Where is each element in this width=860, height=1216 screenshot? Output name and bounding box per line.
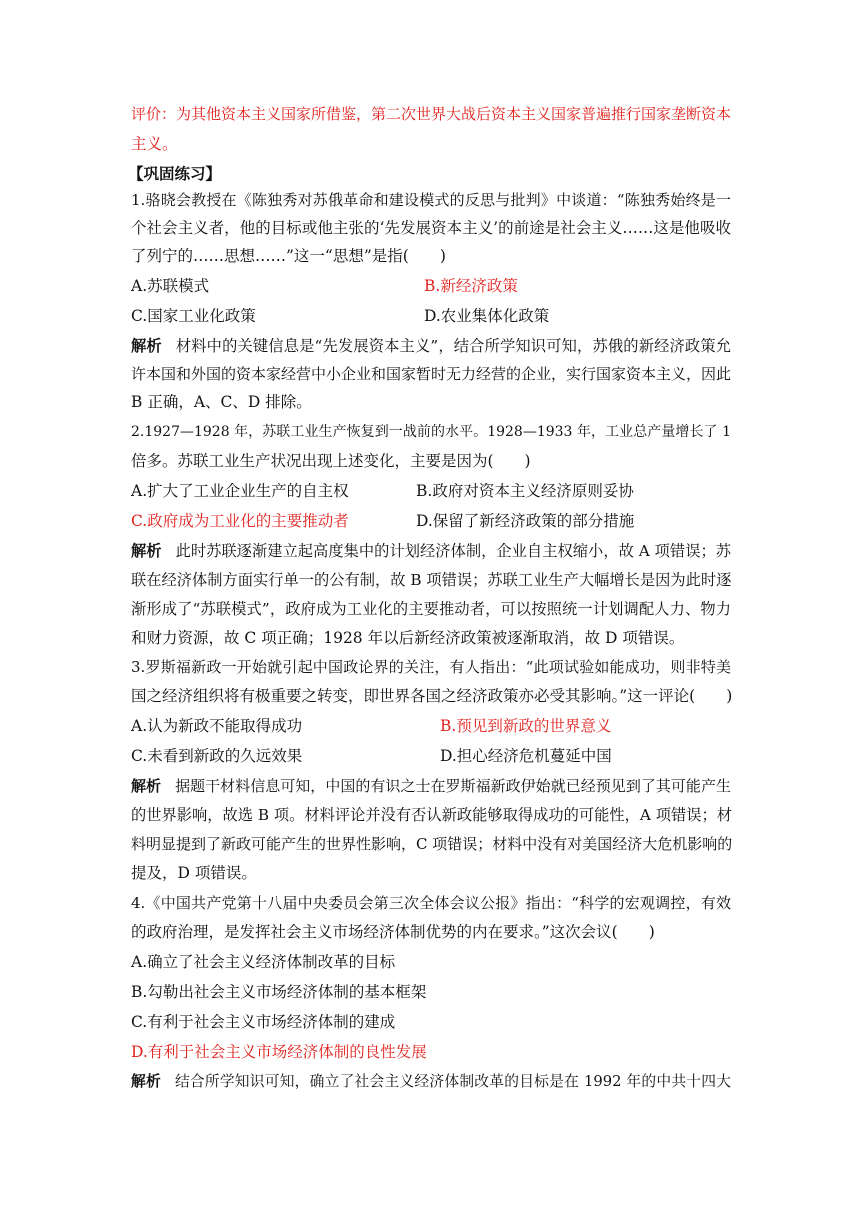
- q3-analysis-line-4: 提及，D 项错误。: [131, 864, 257, 882]
- q2-analysis-line-3: 渐形成了“苏联模式”，政府成为工业化的主要推动者，可以按照统一计划调配人力、物力: [131, 600, 731, 618]
- q1-analysis-text-1: 材料中的关键信息是“先发展资本主义”，结合所学知识可知，苏俄的新经济政策允: [175, 337, 732, 355]
- q3-option-a: A.认为新政不能取得成功: [131, 717, 303, 735]
- q1-analysis-line-3: B 正确，A、C、D 排除。: [131, 393, 312, 411]
- q2-analysis-label: 解析: [131, 542, 162, 560]
- q4-analysis-label: 解析: [131, 1073, 161, 1090]
- q1-option-b-answer: B.新经济政策: [424, 277, 518, 295]
- q4-option-b: B.勾勒出社会主义市场经济体制的基本框架: [131, 983, 427, 1001]
- q2-option-c-answer: C.政府成为工业化的主要推动者: [131, 512, 349, 530]
- q4-option-c: C.有利于社会主义市场经济体制的建成: [131, 1013, 396, 1031]
- q3-analysis-text-1: 据题干材料信息可知，中国的有识之士在罗斯福新政伊始就已经预见到了其可能产生: [175, 777, 731, 795]
- q2-stem-line-1: 2.1927—1928 年，苏联工业生产恢复到一战前的水平。1928—1933 年，工业总产量增长了 1: [131, 424, 731, 440]
- q4-analysis-text-1: 结合所学知识可知，确立了社会主义经济体制改革的目标是在 1992 年的中共十四大: [174, 1073, 731, 1090]
- q1-option-a: A.苏联模式: [131, 277, 210, 295]
- q1-option-d: D.农业集体化政策: [424, 307, 550, 325]
- q3-stem-line-1: 3.罗斯福新政一开始就引起中国政论界的关注，有人指出：“此项试验如能成功，则非特美: [131, 658, 731, 676]
- q4-stem-line-1: 4.《中国共产党第十八届中央委员会第三次全体会议公报》指出：“科学的宏观调控，有效: [131, 894, 731, 912]
- q3-analysis-line-3: 料明显提到了新政可能产生的世界性影响，C 项错误；材料中没有对美国经济大危机影响的: [131, 835, 733, 853]
- q2-analysis-line-4: 和财力资源，故 C 项正确；1928 年以后新经济政策被逐渐取消，故 D 项错误。: [131, 629, 685, 647]
- q4-analysis-line-1: [131, 1072, 731, 1092]
- q4-stem-line-2: 的政府治理，是发挥社会主义市场经济体制优势的内在要求。”这次会议( ): [131, 923, 655, 941]
- q1-stem-line-2: 个社会主义者，他的目标或他主张的‘先发展资本主义’的前途是社会主义……这是他吸收: [131, 219, 731, 237]
- q2-option-a: A.扩大了工业企业生产的自主权: [131, 482, 349, 500]
- q1-analysis-line-2: 许本国和外国的资本家经营中小企业和国家暂时无力经营的企业，实行国家资本主义，因此: [131, 365, 732, 383]
- q2-stem-line-2: 倍多。苏联工业生产状况出现上述变化，主要是因为( ): [131, 452, 531, 470]
- q2-analysis-line-2: 联在经济体制方面实行单一的公有制，故 B 项错误；苏联工业生产大幅增长是因为此时逐: [131, 571, 732, 589]
- q2-option-b: B.政府对资本主义经济原则妥协: [416, 482, 634, 500]
- q2-analysis-line-1: [131, 541, 731, 561]
- q1-analysis-line-1: [131, 336, 731, 356]
- q4-option-d-answer: D.有利于社会主义市场经济体制的良性发展: [131, 1043, 427, 1061]
- q3-analysis-label: 解析: [131, 777, 162, 795]
- q1-analysis-label: 解析: [131, 337, 162, 355]
- q1-stem-line-3: 了列宁的……思想……”这一“思想”是指( ): [131, 247, 446, 265]
- q1-option-c: C.国家工业化政策: [131, 307, 256, 325]
- q1-stem-line-1: 1.骆晓会教授在《陈独秀对苏俄革命和建设模式的反思与批判》中谈道：“陈独秀始终是一: [131, 191, 731, 209]
- q3-analysis-line-1: [131, 776, 731, 796]
- q3-option-b-answer: B.预见到新政的世界意义: [440, 717, 612, 735]
- q4-option-a: A.确立了社会主义经济体制改革的目标: [131, 953, 396, 971]
- q3-analysis-line-2: 的世界影响，故选 B 项。材料评论并没有否认新政能够取得成功的可能性，A 项错误；材: [131, 806, 733, 824]
- evaluation-line-2: 主义。: [131, 135, 178, 153]
- q2-analysis-text-1: 此时苏联逐渐建立起高度集中的计划经济体制，企业自主权缩小，故 A 项错误；苏: [175, 542, 731, 560]
- q2-option-d: D.保留了新经济政策的部分措施: [416, 512, 635, 530]
- q3-option-d: D.担心经济危机蔓延中国: [440, 747, 612, 765]
- evaluation-line-1: 评价：为其他资本主义国家所借鉴，第二次世界大战后资本主义国家普遍推行国家垄断资本: [131, 105, 732, 123]
- q3-option-c: C.未看到新政的久远效果: [131, 747, 303, 765]
- section-title: 【巩固练习】: [128, 164, 222, 183]
- q3-stem-line-2: 国之经济组织将有极重要之转变，即世界各国之经济政策亦必受其影响。”这一评论( ): [131, 687, 733, 705]
